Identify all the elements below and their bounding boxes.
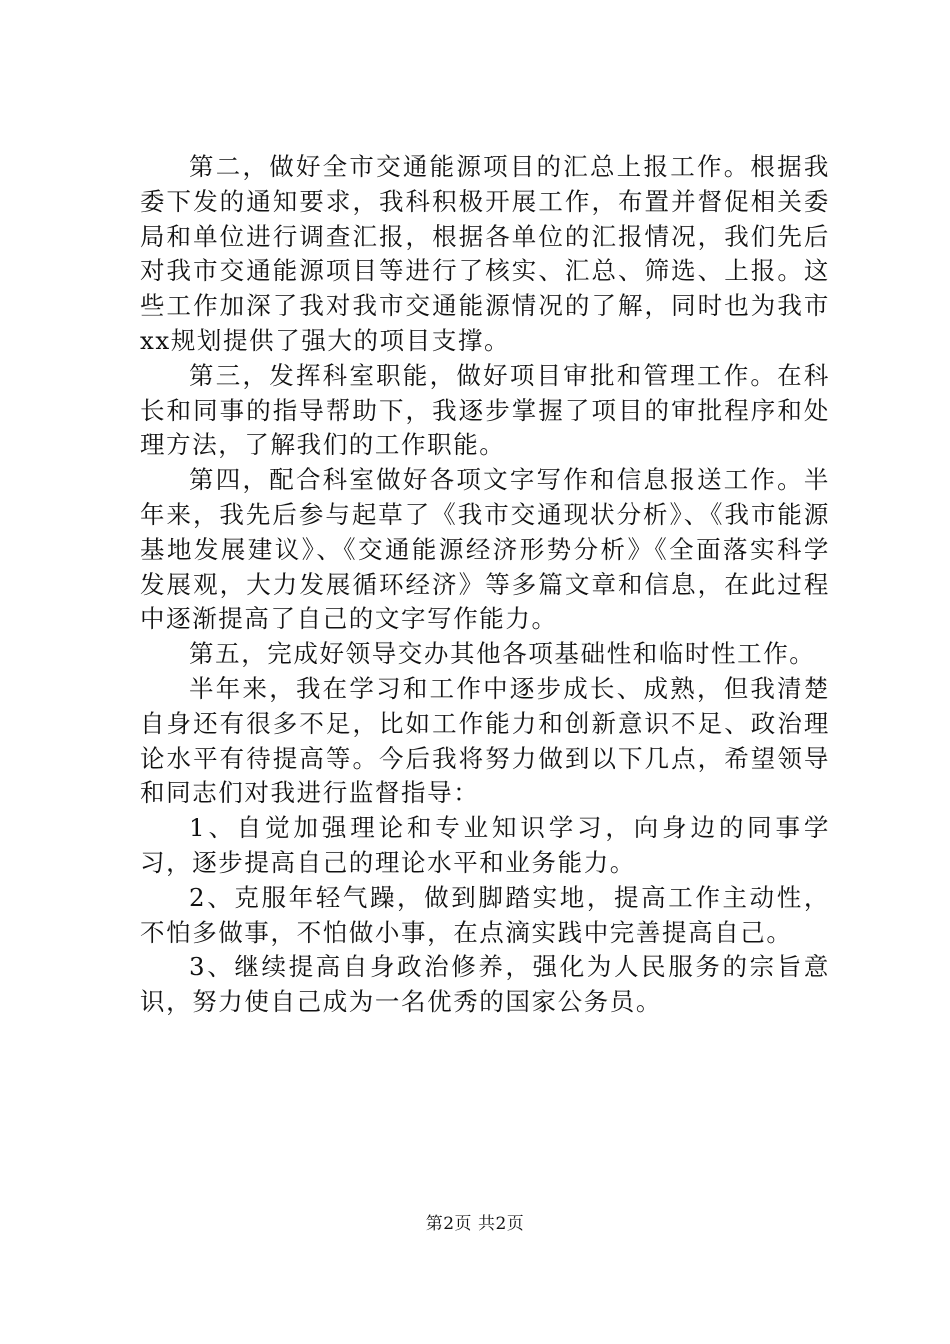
paragraph-fifth-item: 第五，完成好领导交办其他各项基础性和临时性工作。 [189,639,816,669]
paragraph-fourth-item: 第四，配合科室做好各项文字写作和信息报送工作。半年来，我先后参与起草了《我市交通现状分析》、《我市能源基地发展建议》、《交通能源经济形势分析》《全面落实科学发展观，大力发展循环经济》等多篇文章和信息，在此过程中逐渐提高了自己的文字写作能力。 [140,465,830,634]
paragraph-second-item: 第二，做好全市交通能源项目的汇总上报工作。根据我委下发的通知要求，我科积极开展工作，布置并督促相关委局和单位进行调查汇报，根据各单位的汇报情况，我们先后对我市交通能源项目等进行了核实、汇总、筛选、上报。这些工作加深了我对我市交通能源情况的了解，同时也为我市xx规划提供了强大的项目支撑。 [140,152,830,355]
paragraph-third-item: 第三，发挥科室职能，做好项目审批和管理工作。在科长和同事的指导帮助下，我逐步掌握了项目的审批程序和处理方法，了解我们的工作职能。 [140,360,830,460]
document-body [140,150,830,1020]
paragraph-self-assessment: 半年来，我在学习和工作中逐步成长、成熟，但我清楚自身还有很多不足，比如工作能力和创新意识不足、政治理论水平有待提高等。今后我将努力做到以下几点，希望领导和同志们对我进行监督指导： [140,673,830,808]
paragraph-goal-2: 2、克服年轻气躁，做到脚踏实地，提高工作主动性，不怕多做事，不怕做小事，在点滴实践中完善提高自己。 [140,882,830,947]
paragraph-goal-1: 1、自觉加强理论和专业知识学习，向身边的同事学习，逐步提高自己的理论水平和业务能力。 [140,813,830,877]
page-number-footer: 第2页 共2页 [425,1214,525,1234]
paragraph-goal-3: 3、继续提高自身政治修养，强化为人民服务的宗旨意识，努力使自己成为一名优秀的国家公务员。 [140,952,830,1017]
